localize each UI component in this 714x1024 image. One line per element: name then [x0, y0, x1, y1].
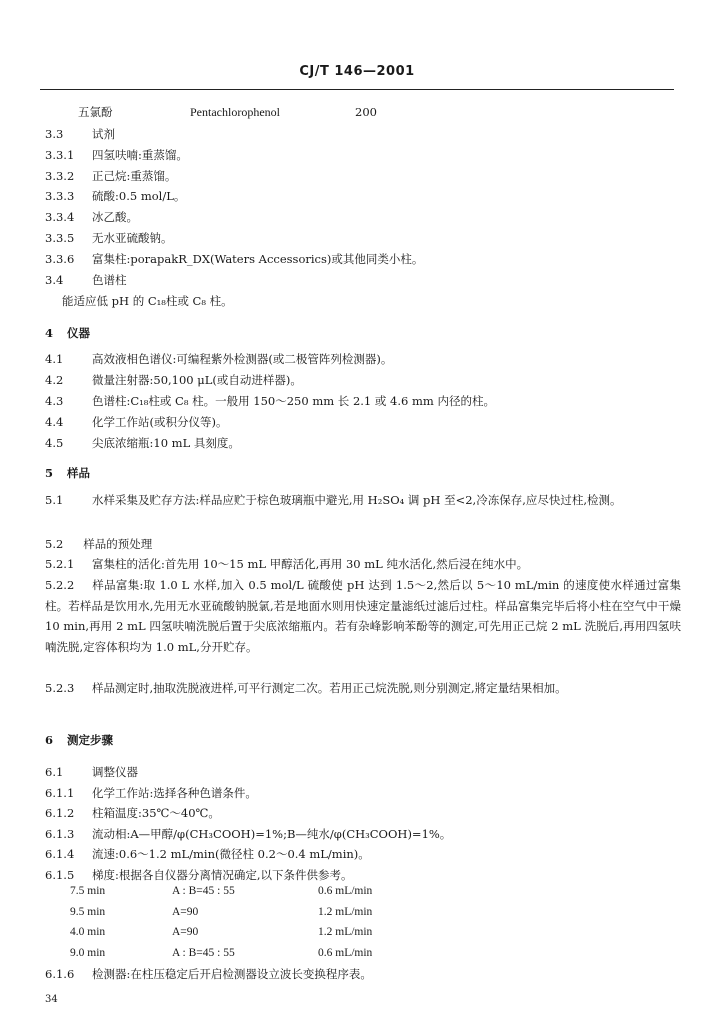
list-item [45, 373, 302, 387]
gradient-time-cell: 9.5 min [70, 905, 106, 918]
list-item [45, 231, 173, 245]
item-text: 硫酸:0.5 mol/L。 [92, 189, 186, 204]
column-text: 能适应低 pH 的 C₁₈柱或 C₈ 柱。 [62, 294, 233, 308]
item-text: 色谱柱 [92, 272, 127, 287]
page-header: CJ/T 146—2001 [299, 64, 415, 79]
item-text: 化学工作站(或积分仪等)。 [92, 415, 228, 429]
gradient-ratio-cell: A : B=45 : 55 [172, 946, 235, 959]
para-text: 样品富集:取 1.0 L 水样,加入 0.5 mol/L 硫酸使 pH 达到 1.5～2,然后以 5～10 mL/min 的速度使水样通过富集柱。若样品是饮用水,先用无水亚硫酸钠脱氯,若是地面水则用快速定量滤纸过滤后过柱。样品富集完毕后将小柱在空气中干燥 10 min,再用 2 mL 四氢呋喃洗脱后置于尖底浓缩瓶内。若有杂峰影响苯酚等的测定,可先用正己烷 2 mL 洗脱后,再用四氢呋喃洗脱,定容体积均为 1.0 mL,分开贮存。 [45, 578, 681, 654]
item-text: 化学工作站:选择各种色谱条件。 [92, 785, 257, 800]
item-number: 3.4 [45, 272, 64, 287]
list-item [45, 148, 188, 162]
para-num: 5.1 [45, 493, 64, 507]
list-item [45, 394, 495, 408]
section-4-heading [45, 326, 90, 340]
gradient-time-cell: 9.0 min [70, 946, 106, 959]
item-text: 梯度:根据各自仪器分离情况确定,以下条件供参考。 [92, 868, 353, 882]
item-number: 4.2 [45, 373, 64, 387]
item-number: 3.3 [45, 127, 64, 141]
list-item [45, 189, 185, 203]
item-text: 调整仪器 [92, 765, 138, 779]
gradient-time-cell: 4.0 min [70, 926, 106, 938]
line-text: 检测器:在柱压稳定后开启检测器设立波长变换程序表。 [92, 967, 372, 981]
para-num: 5.2.3 [45, 681, 75, 695]
gradient-flow-cell: 0.6 mL/min [318, 946, 373, 959]
gradient-flow-cell: 1.2 mL/min [318, 926, 373, 938]
list-item [45, 252, 423, 266]
list-item [45, 415, 227, 429]
line-5-2-1 [45, 557, 528, 571]
compound-en: Pentachlorophenol [190, 105, 280, 119]
paragraph-5-1 [45, 490, 681, 511]
list-item [45, 765, 138, 779]
list-item [45, 847, 370, 861]
item-number: 6.1.1 [45, 785, 75, 800]
gradient-ratio-cell: A : B=45 : 55 [172, 885, 235, 897]
item-text: 无水亚硫酸钠。 [92, 231, 173, 245]
item-text: 富集柱:porapakR_DX(Waters Accessorics)或其他同类小柱。 [92, 251, 424, 266]
section-6-num: 6 [45, 733, 54, 747]
list-item [45, 127, 115, 141]
item-text: 流动相:A—甲醇/φ(CH₃COOH)=1%;B—纯水/φ(CH₃COOH)=1%。 [92, 826, 452, 841]
list-item [45, 169, 176, 183]
item-text: 试剂 [92, 127, 115, 141]
item-number: 4.1 [45, 352, 64, 366]
line-6-1-6 [45, 967, 372, 981]
item-text: 尖底浓缩瓶:10 mL 具刻度。 [92, 436, 240, 450]
item-text: 四氢呋喃:重蒸馏。 [92, 147, 188, 162]
paragraph-5-2-3 [45, 678, 681, 699]
item-text: 冰乙酸。 [92, 210, 138, 225]
list-item [45, 786, 257, 800]
para-text: 样品测定时,抽取洗脱液进样,可平行测定二次。若用正己烷洗脱,则分别测定,將定量结果相加。 [92, 681, 567, 695]
section-5-heading [45, 466, 90, 480]
line-text: 样品的预处理 [83, 537, 153, 551]
list-item [45, 436, 240, 450]
item-text: 正己烷:重蒸馏。 [92, 168, 177, 183]
list-item [45, 827, 451, 841]
list-item [45, 868, 353, 882]
header-rule [40, 89, 674, 90]
list-item [45, 273, 127, 287]
item-number: 6.1.3 [45, 826, 75, 841]
item-number: 3.3.6 [45, 251, 75, 266]
line-text: 富集柱的活化:首先用 10～15 mL 甲醇活化,再用 30 mL 纯水活化,然后浸在纯水中。 [92, 557, 529, 571]
item-number: 3.3.4 [45, 210, 75, 225]
item-number: 3.3.3 [45, 189, 75, 204]
item-text: 色谱柱:C₁₈柱或 C₈ 柱。一般用 150～250 mm 长 2.1 或 4.6 mm 内径的柱。 [92, 394, 495, 408]
section-5-title: 样品 [67, 466, 91, 480]
para-num: 5.2.2 [45, 578, 75, 592]
item-text: 柱箱温度:35℃～40℃。 [92, 806, 220, 821]
para-text: 水样采集及贮存方法:样品应贮于棕色玻璃瓶中避光,用 H₂SO₄ 调 pH 至<2,冷冻保存,应尽快过柱,检测。 [92, 493, 622, 507]
item-number: 3.3.5 [45, 231, 75, 245]
section-5-num: 5 [45, 466, 54, 480]
item-number: 6.1.4 [45, 847, 75, 862]
page-number: 34 [45, 994, 58, 1005]
line-num: 5.2 [45, 537, 64, 551]
gradient-time-cell: 7.5 min [70, 885, 106, 897]
item-number: 4.4 [45, 415, 64, 429]
gradient-ratio-cell: A=90 [172, 926, 199, 938]
line-num: 5.2.1 [45, 557, 75, 571]
compound-zh: 五氯酚 [78, 105, 113, 119]
section-6-title: 测定步骤 [67, 733, 114, 747]
item-number: 4.5 [45, 436, 64, 450]
section-6-heading [45, 733, 113, 747]
item-text: 流速:0.6～1.2 mL/min(微径柱 0.2～0.4 mL/min)。 [92, 847, 370, 862]
item-number: 4.3 [45, 394, 64, 408]
gradient-flow-cell: 0.6 mL/min [318, 885, 373, 897]
item-number: 3.3.2 [45, 168, 75, 183]
list-item [45, 806, 220, 820]
gradient-flow-cell: 1.2 mL/min [318, 905, 373, 918]
paragraph-5-2-2 [45, 575, 681, 657]
item-number: 3.3.1 [45, 147, 75, 162]
item-number: 6.1 [45, 765, 64, 779]
list-item [45, 210, 138, 224]
line-num: 6.1.6 [45, 967, 75, 981]
list-item [45, 352, 392, 366]
item-text: 微量注射器:50,100 μL(或自动进样器)。 [92, 373, 302, 387]
compound-value: 200 [355, 105, 377, 119]
line-5-2 [45, 537, 152, 551]
item-text: 高效液相色谱仪:可编程紫外检测器(或二极管阵列检测器)。 [92, 352, 393, 366]
section-4-title: 仪器 [67, 326, 91, 340]
section-4-num: 4 [45, 326, 54, 340]
item-number: 6.1.2 [45, 806, 75, 821]
gradient-ratio-cell: A=90 [172, 905, 199, 918]
item-number: 6.1.5 [45, 868, 75, 882]
